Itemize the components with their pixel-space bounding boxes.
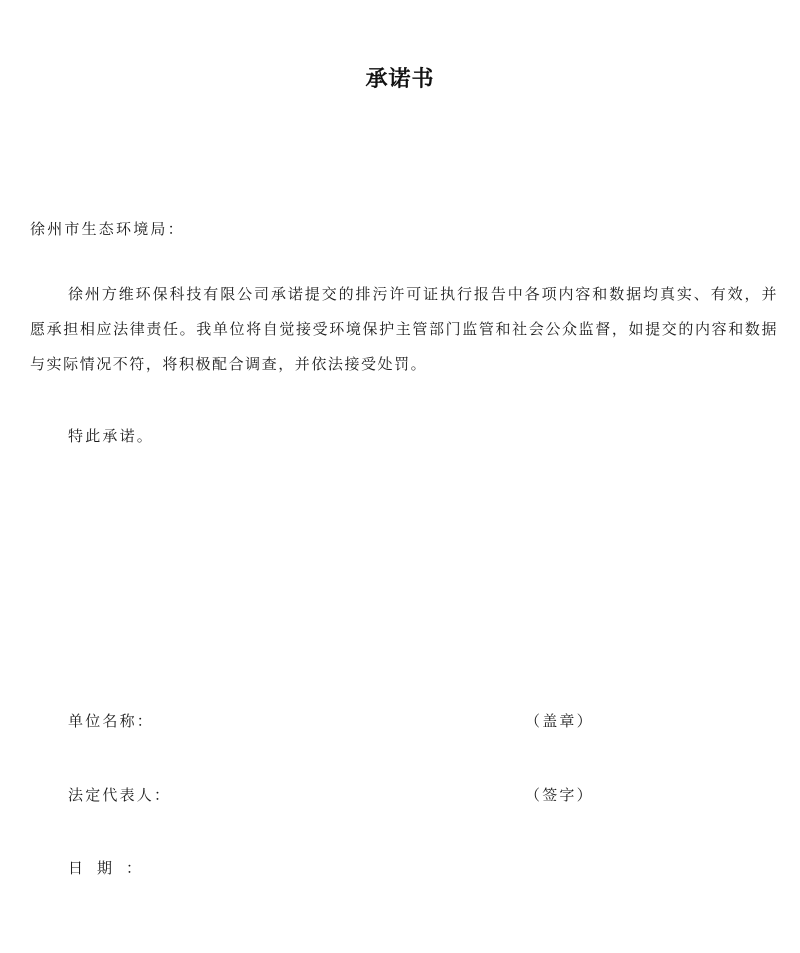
date-label: 日期：: [68, 859, 156, 877]
addressee: 徐州市生态环境局：: [30, 220, 185, 238]
closing-statement: 特此承诺。: [68, 427, 155, 445]
document-title: 承诺书: [365, 67, 435, 92]
unit-name-label: 单位名称：: [68, 712, 155, 730]
signature-note: （签字）: [525, 786, 594, 804]
seal-note: （盖章）: [525, 712, 594, 730]
commitment-body: 徐州方维环保科技有限公司承诺提交的排污许可证执行报告中各项内容和数据均真实、有效，并愿承担相应法律责任。我单位将自觉接受环境保护主管部门监管和社会公众监督，如提交的内容和数据与实际情况不符，将积极配合调查，并依法接受处罚。: [30, 285, 778, 373]
legal-representative-label: 法定代表人：: [68, 786, 172, 804]
